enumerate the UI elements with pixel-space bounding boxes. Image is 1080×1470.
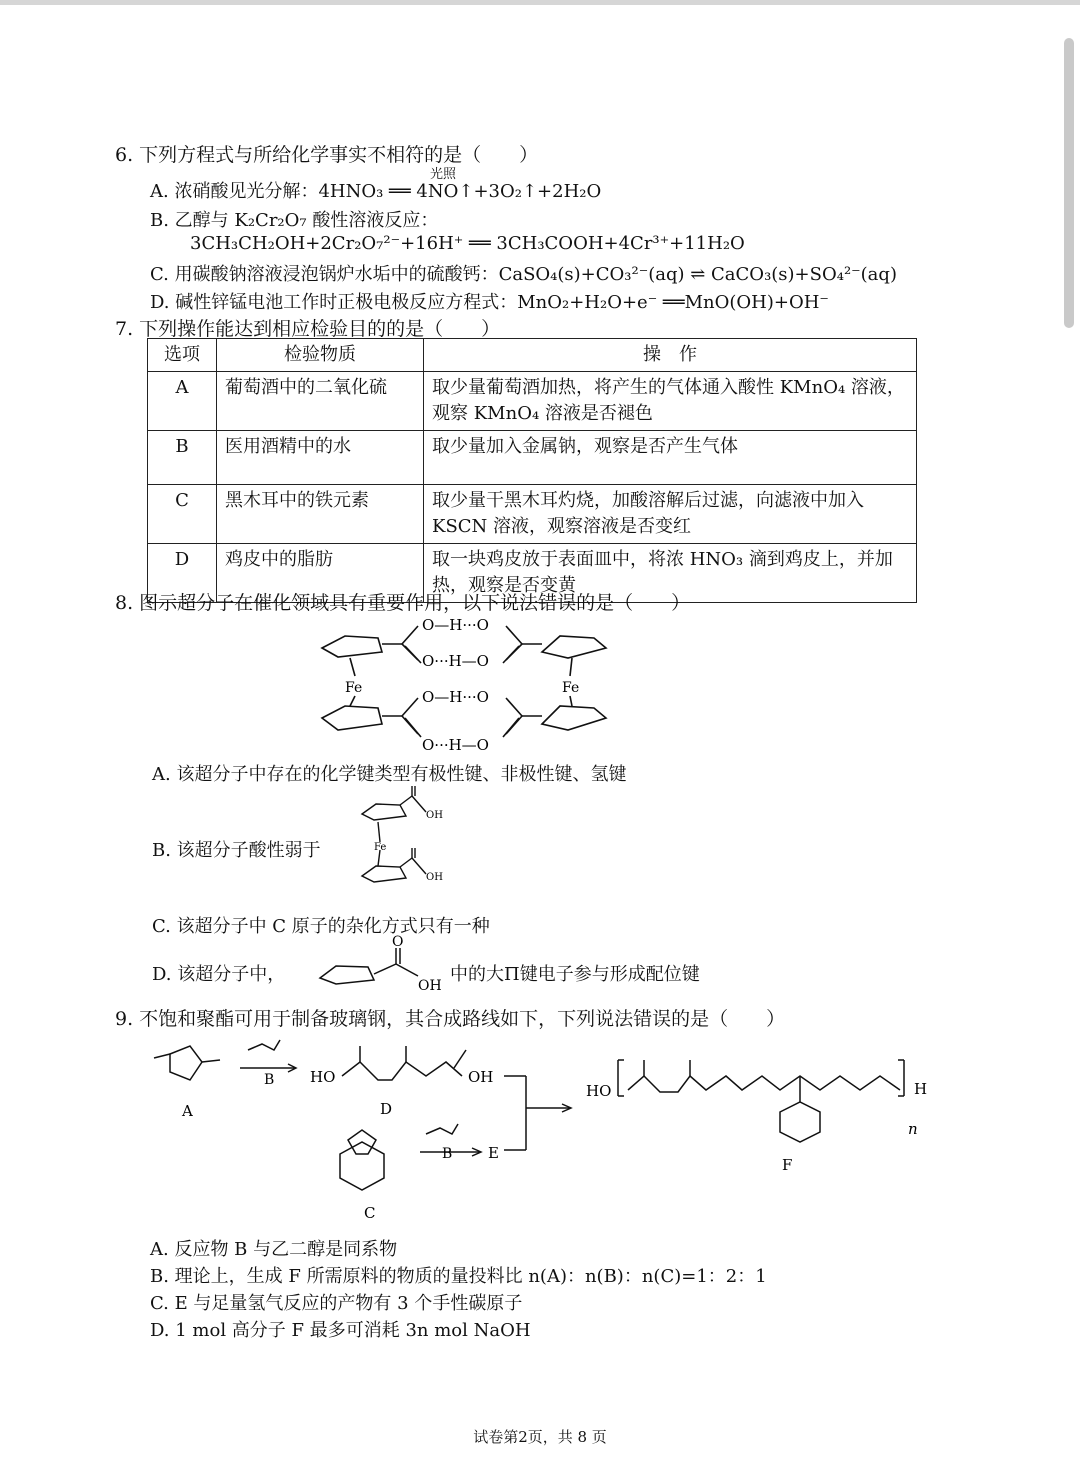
fe-label: Fe	[374, 842, 387, 853]
q8-option-c: C. 该超分子中 C 原子的杂化方式只有一种	[152, 916, 490, 937]
compound-label-c: C	[364, 1204, 376, 1222]
table-cell: D	[148, 544, 217, 603]
q6-stem: 6. 下列方程式与所给化学事实不相符的是（ ）	[115, 144, 539, 166]
cp-carboxylic-acid-structure	[314, 936, 464, 994]
reagent-label-b: B	[442, 1146, 453, 1162]
q6-a-condition: 光照	[430, 167, 457, 182]
table-cell: 取少量干黑木耳灼烧，加酸溶解后过滤，向滤液中加入 KSCN 溶液，观察溶液是否变红	[424, 485, 917, 544]
ferrocene-dimer-structure	[300, 608, 630, 756]
table-cell: 取少量加入金属钠，观察是否产生气体	[424, 431, 917, 485]
q9-option-c: C. E 与足量氢气反应的产物有 3 个手性碳原子	[150, 1293, 523, 1314]
q8-option-a: A. 该超分子中存在的化学键类型有极性键、非极性键、氢键	[152, 764, 627, 785]
n-label: n	[908, 1120, 918, 1138]
table-cell: A	[148, 372, 217, 431]
compound-label-d: D	[380, 1100, 393, 1118]
q8-option-d-suffix: 中的大Π键电子参与形成配位键	[450, 964, 700, 985]
q6-option-b: B. 乙醇与 K₂Cr₂O₇ 酸性溶液反应：	[150, 210, 439, 231]
hbond-label: O—H···O	[422, 616, 489, 634]
table-row	[148, 431, 917, 485]
table-row	[148, 372, 917, 431]
q6-option-b-equation: 3CH₃CH₂OH+2Cr₂O₇²⁻+16H⁺ ══ 3CH₃COOH+4Cr³⁺+11H₂O	[190, 233, 745, 254]
compound-label-e: E	[488, 1144, 499, 1162]
table-header: 选项	[148, 339, 217, 372]
o-label: O	[392, 934, 404, 950]
fe-label: Fe	[345, 680, 363, 696]
compound-label-a: A	[182, 1102, 193, 1120]
q6-option-c: C. 用碳酸钠溶液浸泡锅炉水垢中的硫酸钙：CaSO₄(s)+CO₃²⁻(aq) ⇌ CaCO₃(s)+SO₄²⁻(aq)	[150, 264, 897, 285]
hbond-label: O···H—O	[422, 652, 489, 670]
h-label: H	[914, 1080, 928, 1098]
q6-option-a: A. 浓硝酸见光分解：4HNO₃ ══ 4NO↑+3O₂↑+2H₂O	[150, 181, 602, 202]
q9-option-b: B. 理论上，生成 F 所需原料的物质的量投料比 n(A)：n(B)：n(C)=1：2：1	[150, 1266, 767, 1287]
table-cell: 取少量葡萄酒加热，将产生的气体通入酸性 KMnO₄ 溶液，观察 KMnO₄ 溶液是否褪色	[424, 372, 917, 431]
reagent-label-b: B	[264, 1072, 275, 1088]
scrollbar[interactable]	[1064, 38, 1074, 328]
table-row	[148, 485, 917, 544]
table-cell: 医用酒精中的水	[217, 431, 424, 485]
table-header: 检验物质	[217, 339, 424, 372]
q8-option-b: B. 该超分子酸性弱于	[152, 840, 321, 861]
oh-label: OH	[426, 810, 443, 821]
q8-stem: 8. 图示超分子在催化领域具有重要作用，以下说法错误的是（ ）	[115, 592, 691, 614]
ferrocene-dicarboxylic-acid-structure	[356, 790, 466, 895]
page-footer: 试卷第2页，共 8 页	[473, 1428, 607, 1446]
table-cell: 葡萄酒中的二氧化硫	[217, 372, 424, 431]
oh-label: OH	[426, 872, 443, 883]
top-bar	[0, 0, 1080, 5]
q9-option-d: D. 1 mol 高分子 F 最多可消耗 3n mol NaOH	[150, 1320, 531, 1341]
table-cell: C	[148, 485, 217, 544]
q7-stem: 7. 下列操作能达到相应检验目的的是（ ）	[115, 318, 501, 340]
ho-label: HO	[586, 1082, 612, 1100]
q6-option-d: D. 碱性锌锰电池工作时正极电极反应方程式：MnO₂+H₂O+e⁻ ══MnO(OH)+OH⁻	[150, 292, 829, 313]
q7-table	[147, 338, 917, 603]
table-cell: 鸡皮中的脂肪	[217, 544, 424, 603]
oh-label: OH	[468, 1068, 494, 1086]
ho-label: HO	[310, 1068, 336, 1086]
q8-option-d-prefix: D. 该超分子中，	[152, 964, 286, 985]
hbond-label: O···H—O	[422, 736, 489, 754]
q9-option-a: A. 反应物 B 与乙二醇是同系物	[150, 1239, 398, 1260]
fe-label: Fe	[562, 680, 580, 696]
table-header: 操 作	[424, 339, 917, 372]
oh-label: OH	[418, 978, 442, 994]
polyester-synthesis-scheme	[130, 1032, 940, 1222]
table-cell: B	[148, 431, 217, 485]
table-cell: 取一块鸡皮放于表面皿中，将浓 HNO₃ 滴到鸡皮上，并加热，观察是否变黄	[424, 544, 917, 603]
hbond-label: O—H···O	[422, 688, 489, 706]
table-cell: 黑木耳中的铁元素	[217, 485, 424, 544]
table-header-row	[148, 339, 917, 372]
compound-label-f: F	[782, 1156, 793, 1174]
q9-stem: 9. 不饱和聚酯可用于制备玻璃钢，其合成路线如下，下列说法错误的是（ ）	[115, 1008, 786, 1030]
